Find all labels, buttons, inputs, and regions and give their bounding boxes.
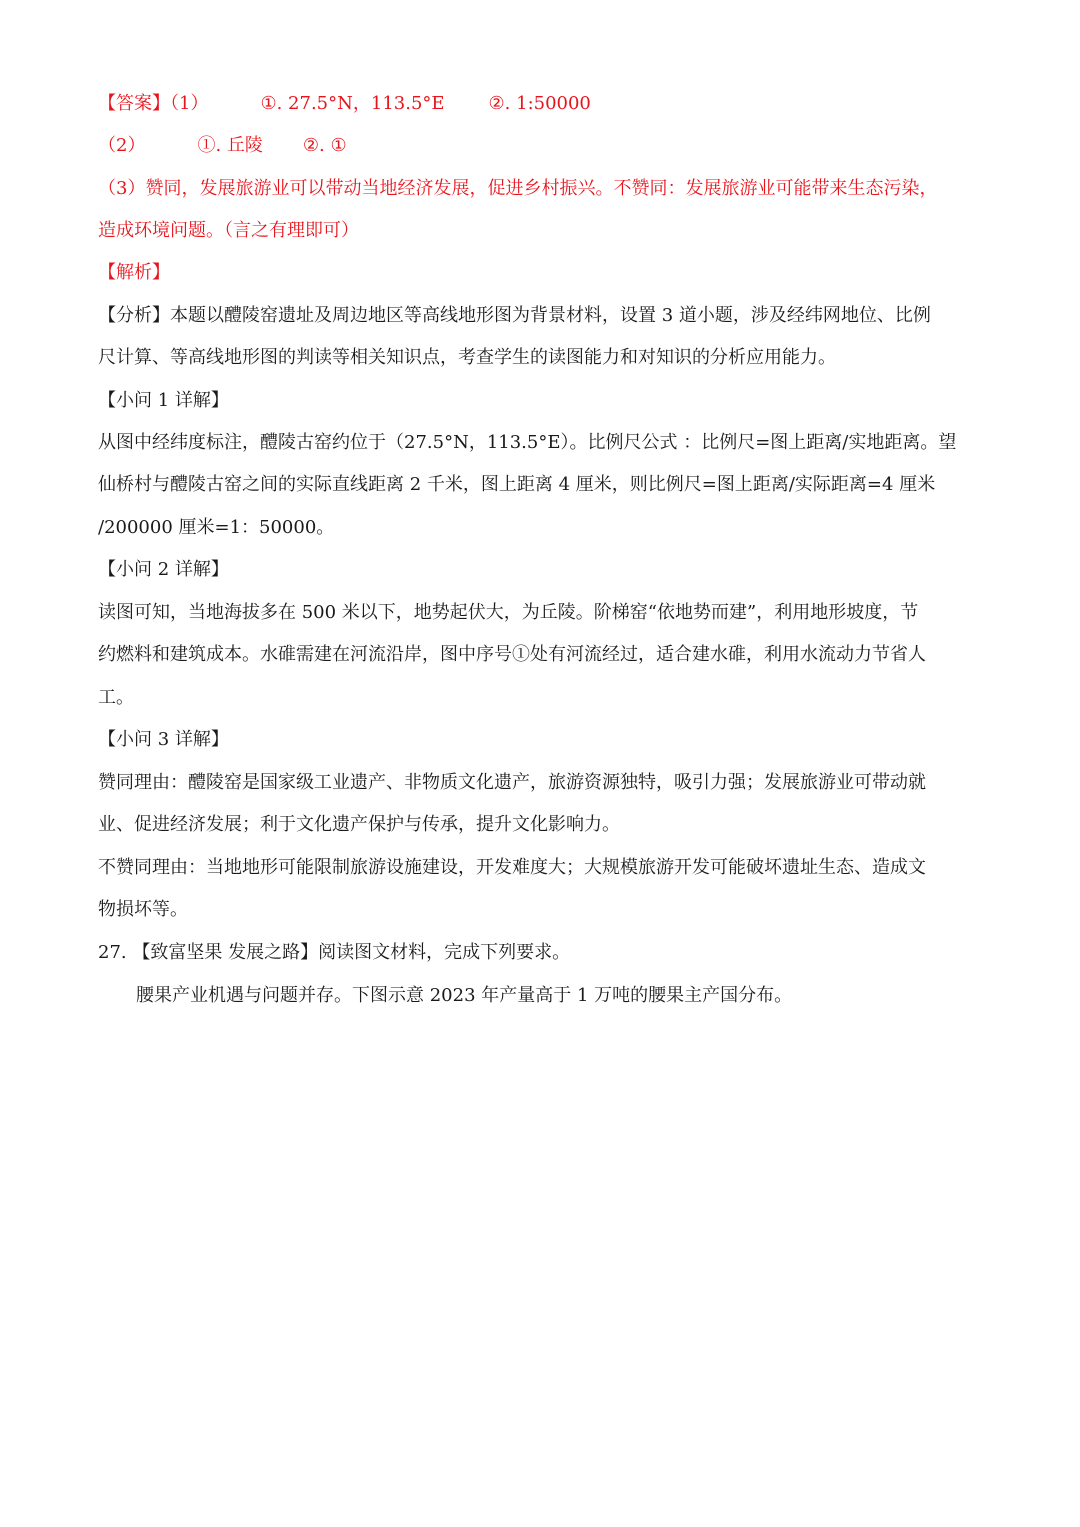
answer-line-3a: （3）赞同，发展旅游业可以带动当地经济发展，促进乡村振兴。不赞同：发展旅游业可能带来生态污染， [98,178,938,199]
q2-heading: 【小问 2 详解】 [98,559,229,580]
answer-label: 【答案】（1） [98,93,209,114]
answer-1-item-1: ①. 27.5°N，113.5°E [260,93,445,114]
q1-line-2: 仙桥村与醴陵古窑之间的实际直线距离 2 千米，图上距离 4 厘米，则比例尺=图上距离/实际距离=4 厘米 [98,474,936,495]
q2-line-1: 读图可知，当地海拔多在 500 米以下，地势起伏大，为丘陵。阶梯窑“依地势而建”，利用地形坡度，节 [98,602,919,623]
q3-line-1: 赞同理由：醴陵窑是国家级工业遗产、非物质文化遗产，旅游资源独特，吸引力强；发展旅游业可带动就 [98,772,926,793]
q3-line-3: 不赞同理由：当地地形可能限制旅游设施建设，开发难度大；大规模旅游开发可能破坏遗址生态、造成文 [98,857,926,878]
question-27-material: 腰果产业机遇与问题并存。下图示意 2023 年产量高于 1 万吨的腰果主产国分布。 [136,985,793,1006]
answer-1-item-2: ②. 1:50000 [488,93,591,114]
q3-heading: 【小问 3 详解】 [98,729,229,750]
answer-2-item-1: ①. 丘陵 [197,135,263,156]
answer-line-1 [98,90,988,118]
q1-line-3: /200000 厘米=1：50000。 [98,517,335,538]
q2-line-3: 工。 [98,687,134,708]
q3-line-4: 物损坏等。 [98,899,188,920]
q3-line-2: 业、促进经济发展；利于文化遗产保护与传承，提升文化影响力。 [98,814,620,835]
answer-2-label: （2） [98,135,146,156]
question-27-title: 27. 【致富坚果 发展之路】阅读图文材料，完成下列要求。 [98,942,571,963]
answer-line-3b: 造成环境问题。（言之有理即可） [98,220,359,241]
answer-2-item-2: ②. ① [302,135,347,156]
q1-line-1: 从图中经纬度标注，醴陵古窑约位于（27.5°N，113.5°E）。比例尺公式 ：比例尺=图上距离/实地距离。望 [98,432,957,453]
q1-heading: 【小问 1 详解】 [98,390,229,411]
q2-line-2: 约燃料和建筑成本。水碓需建在河流沿岸，图中序号①处有河流经过，适合建水碓，利用水流动力节省人 [98,644,926,665]
answer-line-2 [98,132,988,160]
analysis-intro-line-1: 【分析】本题以醴陵窑遗址及周边地区等高线地形图为背景材料，设置 3 道小题，涉及经纬网地位、比例 [98,305,931,326]
analysis-intro-line-2: 尺计算、等高线地形图的判读等相关知识点，考查学生的读图能力和对知识的分析应用能力。 [98,347,836,368]
analysis-heading: 【解析】 [98,262,170,283]
